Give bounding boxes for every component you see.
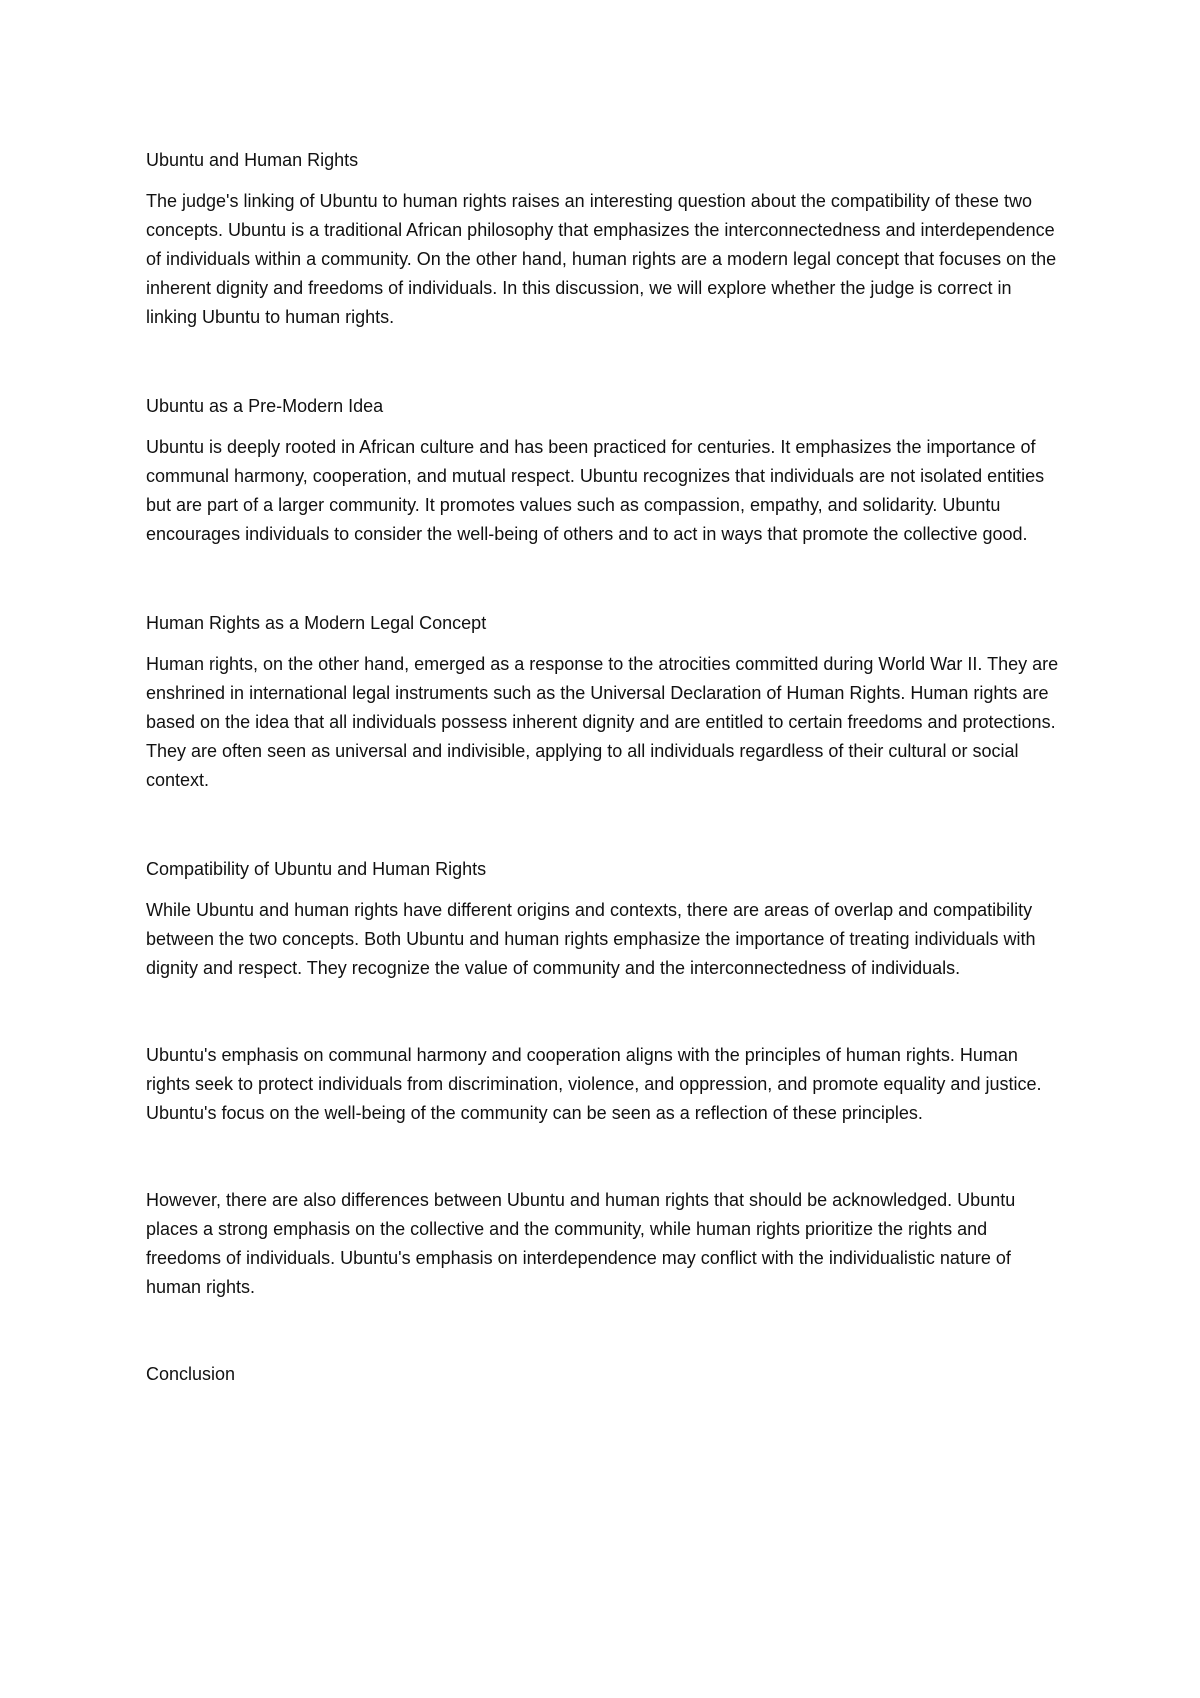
document-body [146, 146, 1061, 1401]
section-heading: Ubuntu and Human Rights [146, 150, 359, 170]
section-heading: Human Rights as a Modern Legal Concept [146, 613, 487, 633]
section-paragraph: The judge's linking of Ubuntu to human rights raises an interesting question about the compatibility of these two concepts. Ubuntu is a traditional African philosophy that emphasizes the interconnectedness and interdependence of individuals within a community. On the other hand, human rights are a modern legal concept that focuses on the inherent dignity and freedoms of individuals. In this discussion, we will explore whether the judge is correct in linking Ubuntu to human rights. [146, 191, 1057, 327]
section-paragraph: Ubuntu's emphasis on communal harmony and cooperation aligns with the principles of human rights. Human rights seek to protect individuals from discrimination, violence, and oppression, and promote equality and justice. Ubuntu's focus on the well-being of the community can be seen as a reflection of these principles. [146, 1045, 1042, 1123]
section-heading: Conclusion [146, 1364, 236, 1384]
section-heading: Ubuntu as a Pre-Modern Idea [146, 396, 384, 416]
section-paragraph: Human rights, on the other hand, emerged as a response to the atrocities committed during World War II. They are enshrined in international legal instruments such as the Universal Declaration of Human Rights. Human rights are based on the idea that all individuals possess inherent dignity and are entitled to certain freedoms and protections. They are often seen as universal and indivisible, applying to all individuals regardless of their cultural or social context. [146, 654, 1059, 790]
section-heading: Compatibility of Ubuntu and Human Rights [146, 859, 487, 879]
section-paragraph: However, there are also differences between Ubuntu and human rights that should be acknowledged. Ubuntu places a strong emphasis on the collective and the community, while human rights prioritize the rights and freedoms of individuals. Ubuntu's emphasis on interdependence may conflict with the individualistic nature of human rights. [146, 1190, 1016, 1297]
section-paragraph: Ubuntu is deeply rooted in African culture and has been practiced for centuries. It emphasizes the importance of communal harmony, cooperation, and mutual respect. Ubuntu recognizes that individuals are not isolated entities but are part of a larger community. It promotes values such as compassion, empathy, and solidarity. Ubuntu encourages individuals to consider the well-being of others and to act in ways that promote the collective good. [146, 437, 1045, 544]
section-paragraph: While Ubuntu and human rights have different origins and contexts, there are areas of overlap and compatibility between the two concepts. Both Ubuntu and human rights emphasize the importance of treating individuals with dignity and respect. They recognize the value of community and the interconnectedness of individuals. [146, 900, 1036, 978]
